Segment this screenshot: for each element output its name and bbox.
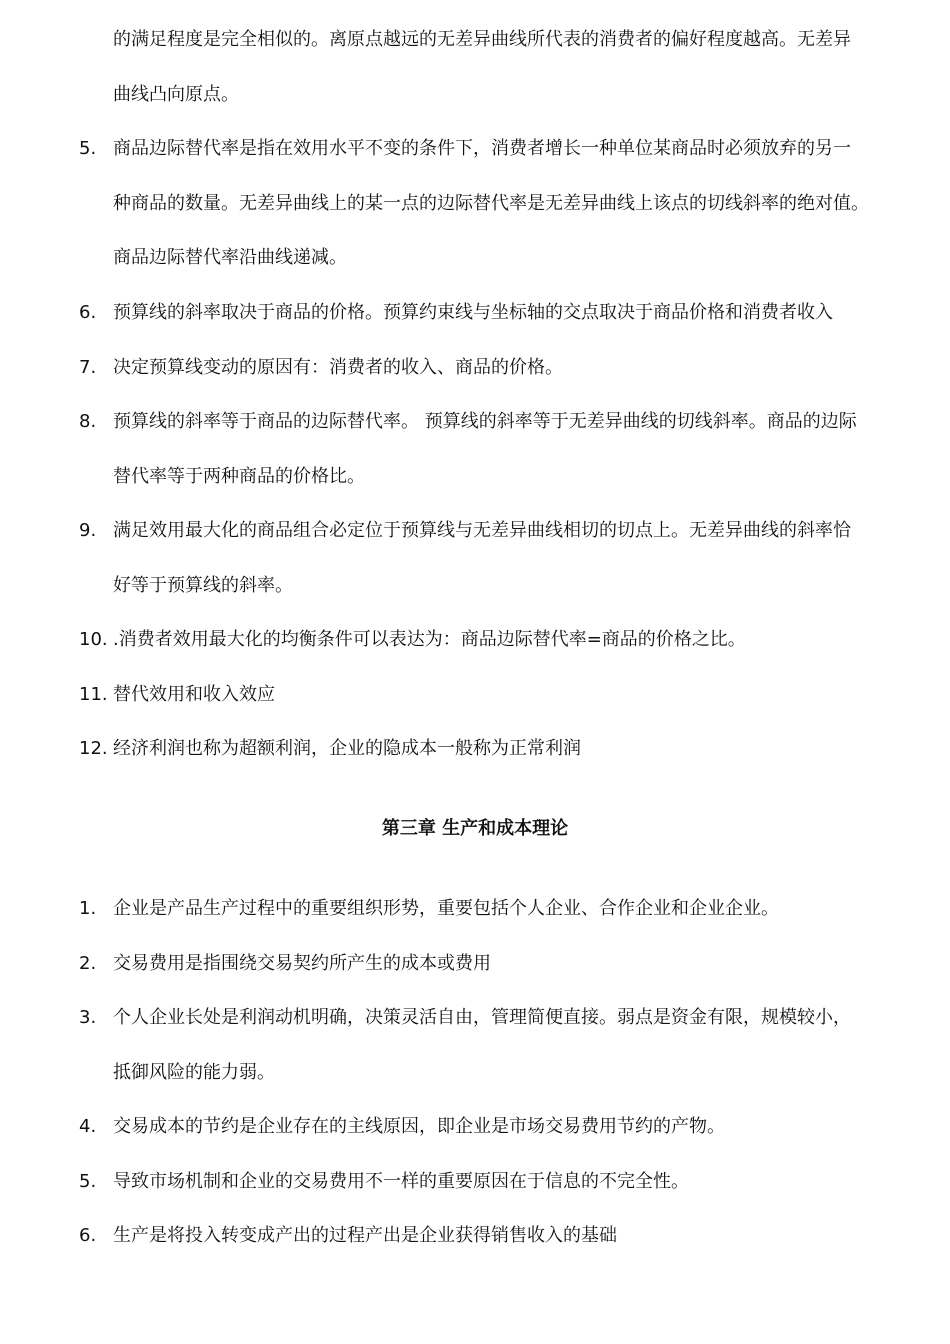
list-item-number: 7. [79, 357, 97, 378]
list-item-text: 替代效用和收入效应 [113, 684, 275, 705]
list-item-number: 8. [79, 411, 97, 432]
list-item-text: 好等于预算线的斜率。 [113, 575, 293, 596]
list-item-number: 10. [79, 629, 108, 650]
list-item-number: 4. [79, 1116, 97, 1137]
list-item-number: 6. [79, 302, 97, 323]
paragraph-line: 的满足程度是完全相似的。离原点越远的无差异曲线所代表的消费者的偏好程度越高。无差异 [113, 29, 851, 50]
list-item-text: 经济利润也称为超额利润，企业的隐成本一般称为正常利润 [113, 738, 581, 759]
list-item-text: 交易成本的节约是企业存在的主线原因，即企业是市场交易费用节约的产物。 [113, 1116, 725, 1137]
list-item-text: 决定预算线变动的原因有：消费者的收入、商品的价格。 [113, 357, 563, 378]
list-item-number: 9. [79, 520, 97, 541]
list-item-number: 1. [79, 898, 97, 919]
list-item-number: 5. [79, 1171, 97, 1192]
paragraph-line: 曲线凸向原点。 [113, 84, 239, 105]
list-item-text: 商品边际替代率沿曲线递减。 [113, 247, 347, 268]
list-item-text: 企业是产品生产过程中的重要组织形势，重要包括个人企业、合作企业和企业企业。 [113, 898, 779, 919]
list-item-text: 导致市场机制和企业的交易费用不一样的重要原因在于信息的不完全性。 [113, 1171, 689, 1192]
list-item-text: 预算线的斜率取决于商品的价格。预算约束线与坐标轴的交点取决于商品价格和消费者收入 [113, 302, 833, 323]
list-item-text: 商品边际替代率是指在效用水平不变的条件下，消费者增长一种单位某商品时必须放弃的另一 [113, 138, 851, 159]
list-item-number: 6. [79, 1225, 97, 1246]
list-item-text: 抵御风险的能力弱。 [113, 1062, 275, 1083]
list-item-number: 5. [79, 138, 97, 159]
list-item-number: 12. [79, 738, 108, 759]
list-item-number: 3. [79, 1007, 97, 1028]
list-item-text: 个人企业长处是利润动机明确，决策灵活自由，管理简便直接。弱点是资金有限，规模较小， [113, 1007, 851, 1028]
list-item-text: 预算线的斜率等于商品的边际替代率。 预算线的斜率等于无差异曲线的切线斜率。商品的边际 [113, 411, 857, 432]
list-item-text: 替代率等于两种商品的价格比。 [113, 466, 365, 487]
list-item-text: 种商品的数量。无差异曲线上的某一点的边际替代率是无差异曲线上该点的切线斜率的绝对值。 [113, 193, 869, 214]
list-item-text: 交易费用是指围绕交易契约所产生的成本或费用 [113, 953, 491, 974]
list-item-text: 生产是将投入转变成产出的过程产出是企业获得销售收入的基础 [113, 1225, 617, 1246]
chapter-heading: 第三章 生产和成本理论 [381, 818, 569, 839]
list-item-text: .消费者效用最大化的均衡条件可以表达为：商品边际替代率=商品的价格之比。 [113, 629, 746, 650]
list-item-text: 满足效用最大化的商品组合必定位于预算线与无差异曲线相切的切点上。无差异曲线的斜率恰 [113, 520, 851, 541]
list-item-number: 11. [79, 684, 108, 705]
list-item-number: 2. [79, 953, 97, 974]
